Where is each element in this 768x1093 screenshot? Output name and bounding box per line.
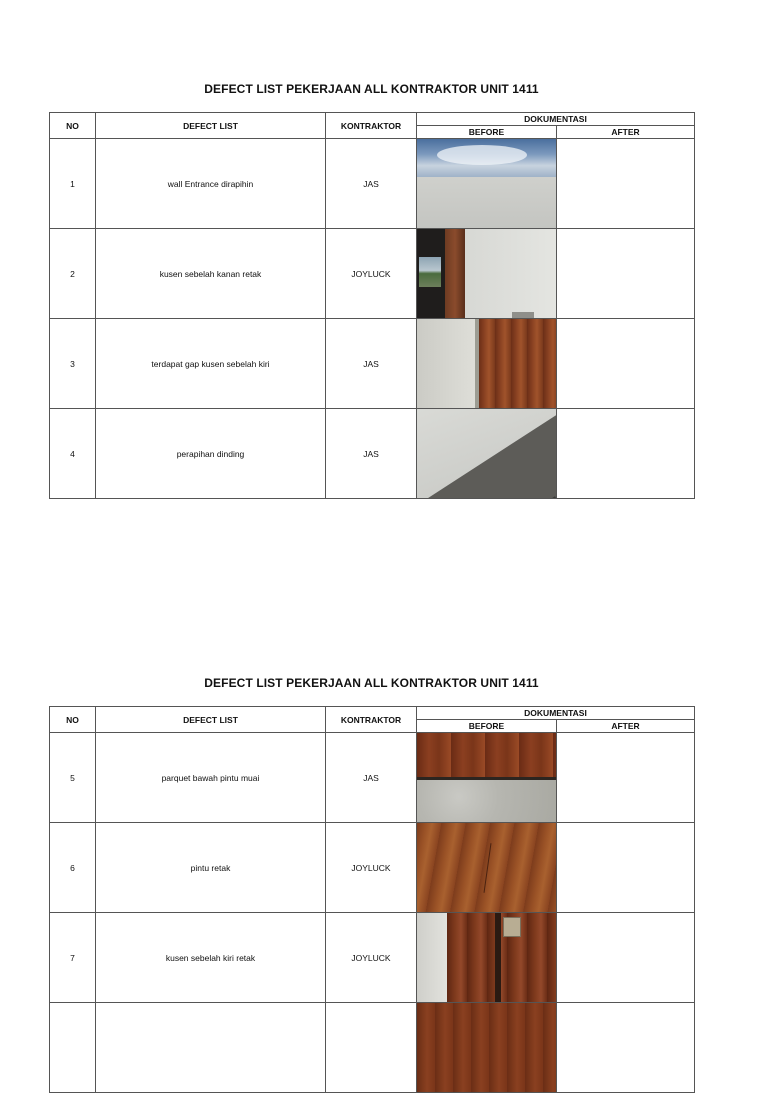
header-dokumentasi: DOKUMENTASI: [417, 707, 695, 720]
after-photo-cell: [557, 319, 695, 409]
header-dokumentasi: DOKUMENTASI: [417, 113, 695, 126]
row-kontraktor: JOYLUCK: [326, 823, 417, 913]
defect-table-2: [49, 706, 695, 1093]
header-no: NO: [50, 707, 96, 733]
header-kontraktor: KONTRAKTOR: [326, 113, 417, 139]
before-photo[interactable]: [417, 139, 557, 229]
row-defect: [96, 1003, 326, 1093]
before-photo[interactable]: [417, 409, 557, 499]
header-after: AFTER: [557, 720, 695, 733]
table-row: [50, 229, 695, 319]
before-photo[interactable]: [417, 823, 557, 913]
header-defect-list: DEFECT LIST: [96, 113, 326, 139]
after-photo-cell: [557, 823, 695, 913]
row-no: 4: [50, 409, 96, 499]
before-photo[interactable]: [417, 1003, 557, 1093]
header-kontraktor: KONTRAKTOR: [326, 707, 417, 733]
row-defect: terdapat gap kusen sebelah kiri: [96, 319, 326, 409]
after-photo-cell: [557, 733, 695, 823]
row-kontraktor: JOYLUCK: [326, 913, 417, 1003]
table-row: [50, 733, 695, 823]
row-kontraktor: JAS: [326, 319, 417, 409]
table-row: [50, 409, 695, 499]
header-after: AFTER: [557, 126, 695, 139]
row-kontraktor: JAS: [326, 733, 417, 823]
row-kontraktor: JOYLUCK: [326, 229, 417, 319]
table-row: [50, 913, 695, 1003]
table-row: [50, 319, 695, 409]
row-no: 3: [50, 319, 96, 409]
after-photo-cell: [557, 913, 695, 1003]
before-photo[interactable]: [417, 733, 557, 823]
defect-section-2: [49, 674, 694, 1093]
before-photo[interactable]: [417, 229, 557, 319]
row-no: 6: [50, 823, 96, 913]
header-no: NO: [50, 113, 96, 139]
row-no: 1: [50, 139, 96, 229]
page-title: DEFECT LIST PEKERJAAN ALL KONTRAKTOR UNIT 1411: [204, 82, 539, 96]
after-photo-cell: [557, 1003, 695, 1093]
row-defect: pintu retak: [96, 823, 326, 913]
row-no: 2: [50, 229, 96, 319]
row-defect: perapihan dinding: [96, 409, 326, 499]
table-row: [50, 139, 695, 229]
row-no: 5: [50, 733, 96, 823]
table-row: [50, 823, 695, 913]
after-photo-cell: [557, 229, 695, 319]
row-no: [50, 1003, 96, 1093]
row-defect: wall Entrance dirapihin: [96, 139, 326, 229]
row-defect: kusen sebelah kiri retak: [96, 913, 326, 1003]
row-kontraktor: JAS: [326, 139, 417, 229]
after-photo-cell: [557, 409, 695, 499]
row-kontraktor: [326, 1003, 417, 1093]
defect-table-1: [49, 112, 695, 499]
header-before: BEFORE: [417, 720, 557, 733]
table-row: [50, 1003, 695, 1093]
header-before: BEFORE: [417, 126, 557, 139]
row-no: 7: [50, 913, 96, 1003]
row-defect: kusen sebelah kanan retak: [96, 229, 326, 319]
page-title: DEFECT LIST PEKERJAAN ALL KONTRAKTOR UNIT 1411: [204, 676, 539, 690]
header-defect-list: DEFECT LIST: [96, 707, 326, 733]
row-defect: parquet bawah pintu muai: [96, 733, 326, 823]
defect-section-1: [49, 80, 694, 499]
row-kontraktor: JAS: [326, 409, 417, 499]
after-photo-cell: [557, 139, 695, 229]
before-photo[interactable]: [417, 319, 557, 409]
before-photo[interactable]: [417, 913, 557, 1003]
